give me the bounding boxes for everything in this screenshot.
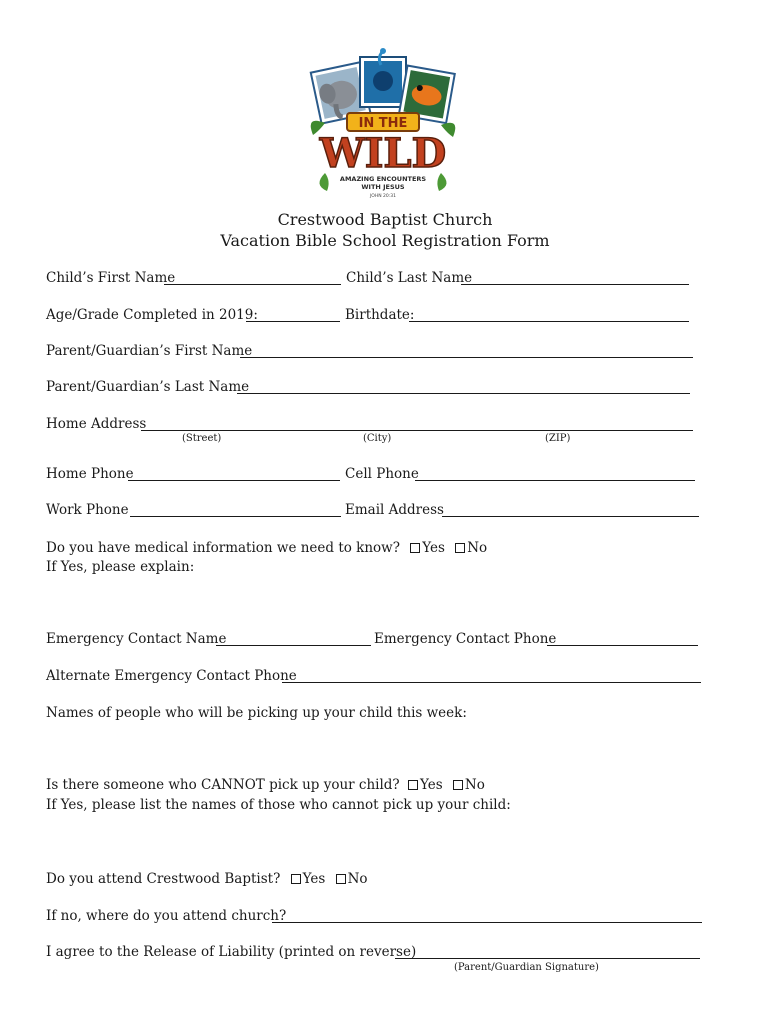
birthdate-field[interactable] [409,321,689,322]
attend-question-text: Do you attend Crestwood Baptist? [46,871,281,887]
home-phone-label: Home Phone [46,466,134,482]
work-phone-label: Work Phone [46,502,129,518]
cannot-pickup-text: Is there someone who CANNOT pick up your child? [46,777,400,793]
pickup-names-label: Names of people who will be picking up your child this week: [46,705,467,721]
attend-no-checkbox[interactable] [336,874,346,884]
zip-caption: (ZIP) [545,433,571,444]
emergency-phone-label: Emergency Contact Phone [374,631,557,647]
emergency-name-label: Emergency Contact Name [46,631,227,647]
attend-yes-checkbox[interactable] [291,874,301,884]
cannot-pickup-question [46,777,485,793]
parent-first-name-field[interactable] [240,357,693,358]
attend-yes-label: Yes [302,871,326,887]
home-phone-field[interactable] [128,480,340,481]
where-attend-field[interactable] [272,922,702,923]
parent-first-name-label: Parent/Guardian’s First Name [46,343,253,359]
medical-question [46,540,487,556]
cannot-pickup-no-label: No [464,777,485,793]
child-first-name-label: Child’s First Name [46,270,176,286]
cannot-pickup-no-checkbox[interactable] [453,780,463,790]
alt-emergency-phone-label: Alternate Emergency Contact Phone [46,668,297,684]
medical-question-text: Do you have medical information we need to know? [46,540,400,556]
logo-tagline-1: AMAZING ENCOUNTERS [339,175,427,183]
email-label: Email Address [345,502,444,518]
cell-phone-field[interactable] [415,480,695,481]
signature-caption: (Parent/Guardian Signature) [454,962,599,973]
child-last-name-field[interactable] [461,284,689,285]
where-attend-label: If no, where do you attend church? [46,908,287,924]
logo-tagline-2: WITH JESUS [361,183,405,191]
emergency-phone-field[interactable] [547,645,698,646]
medical-yes-label: Yes [422,540,445,556]
medical-explain-label: If Yes, please explain: [46,559,195,575]
logo-small: JOHN 20:31 [369,194,397,199]
email-field[interactable] [442,516,699,517]
attend-no-label: No [347,871,368,887]
logo-artwork [305,45,460,205]
emergency-name-field[interactable] [216,645,371,646]
medical-no-checkbox[interactable] [455,543,465,553]
parent-last-name-label: Parent/Guardian’s Last Name [46,379,250,395]
form-title: Vacation Bible School Registration Form [220,231,550,250]
church-name: Crestwood Baptist Church [277,210,493,229]
home-address-label: Home Address [46,416,147,432]
alt-emergency-phone-field[interactable] [282,682,701,683]
cell-phone-label: Cell Phone [345,466,419,482]
child-first-name-field[interactable] [164,284,341,285]
release-label: I agree to the Release of Liability (printed on reverse) [46,944,417,960]
attend-question [46,871,368,887]
vbs-logo [305,45,460,205]
logo-title-line1: IN THE [358,116,408,131]
medical-yes-checkbox[interactable] [410,543,420,553]
cannot-pickup-list-label: If Yes, please list the names of those who cannot pick up your child: [46,797,511,813]
home-address-field[interactable] [141,430,693,431]
medical-no-label: No [467,540,488,556]
child-last-name-label: Child’s Last Name [346,270,473,286]
parent-last-name-field[interactable] [237,393,690,394]
cannot-pickup-yes-label: Yes [419,777,443,793]
age-grade-field[interactable] [246,321,340,322]
logo-title-line2: WILD [319,130,447,177]
signature-field[interactable] [395,958,700,959]
city-caption: (City) [363,433,392,444]
age-grade-label: Age/Grade Completed in 2019: [46,307,258,323]
work-phone-field[interactable] [130,516,341,517]
birthdate-label: Birthdate: [345,307,415,323]
cannot-pickup-yes-checkbox[interactable] [408,780,418,790]
street-caption: (Street) [182,433,222,444]
